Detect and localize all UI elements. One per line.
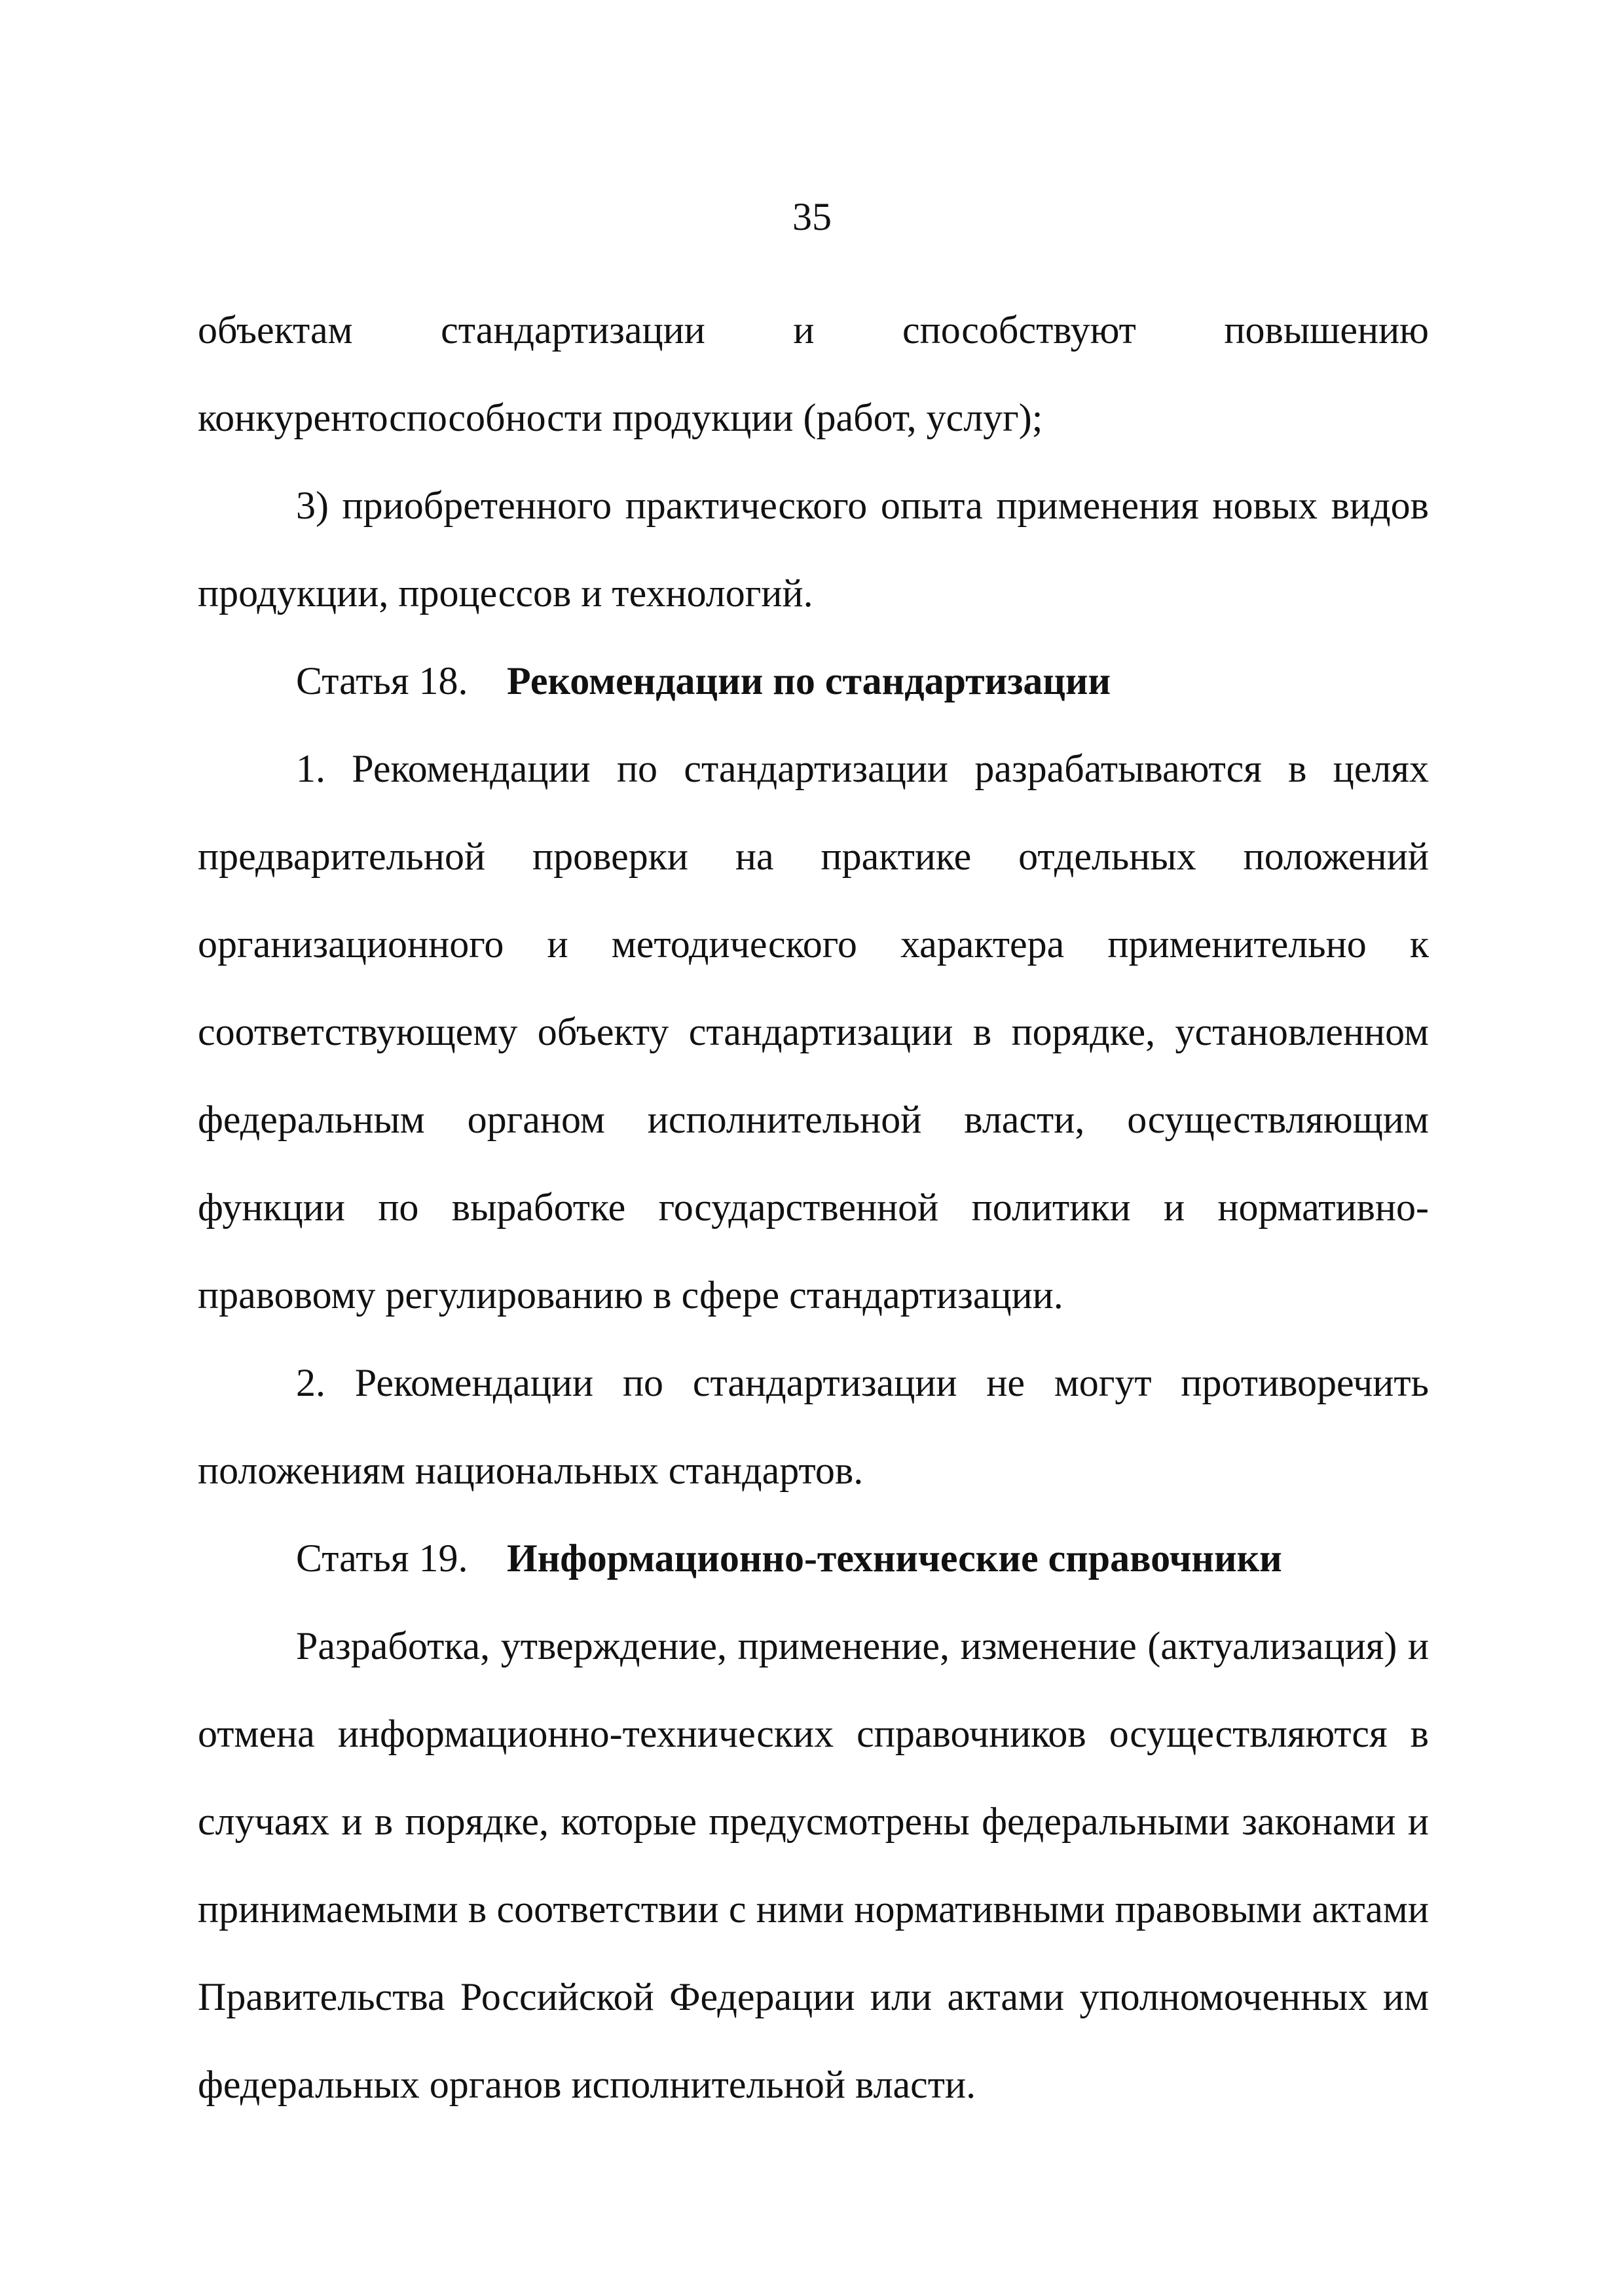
page-body	[198, 286, 1429, 2128]
paragraph-continuation: объектам стандартизации и способствуют повышению конкурентоспособности продукции (работ, услуг);	[198, 308, 1429, 439]
article-18-paragraph-2: 2. Рекомендации по стандартизации не могут противоречить положениям национальных стандартов.	[198, 1361, 1429, 1492]
article-18-title: Рекомендации по стандартизации	[507, 659, 1111, 702]
paragraph-item-3: 3) приобретенного практического опыта применения новых видов продукции, процессов и технологий.	[198, 484, 1429, 615]
article-18-number: Статья 18.	[296, 659, 468, 702]
article-19-paragraph: Разработка, утверждение, применение, изменение (актуализация) и отмена информационно-технических справочников осуществляются в случаях и в порядке, которые предусмотрены федеральными законами и принимаемыми в соответствии с ними нормативными правовыми актами Правительства Российской Федерации или актами уполномоченных им федеральных органов исполнительной власти.	[198, 1624, 1429, 2106]
page-number: 35	[792, 195, 832, 238]
article-19-number: Статья 19.	[296, 1537, 468, 1580]
article-19-title: Информационно-технические справочники	[507, 1537, 1282, 1580]
article-19-heading	[198, 1514, 1429, 1602]
article-18-paragraph-1: 1. Рекомендации по стандартизации разрабатываются в целях предварительной проверки на практике отдельных положений организационного и методического характера применительно к соответствующему объекту стандартизации в порядке, установленном федеральным органом исполнительной власти, осуществляющим функции по выработке государственной политики и нормативно-правовому регулированию в сфере стандартизации.	[198, 747, 1429, 1317]
article-18-heading	[198, 637, 1429, 725]
